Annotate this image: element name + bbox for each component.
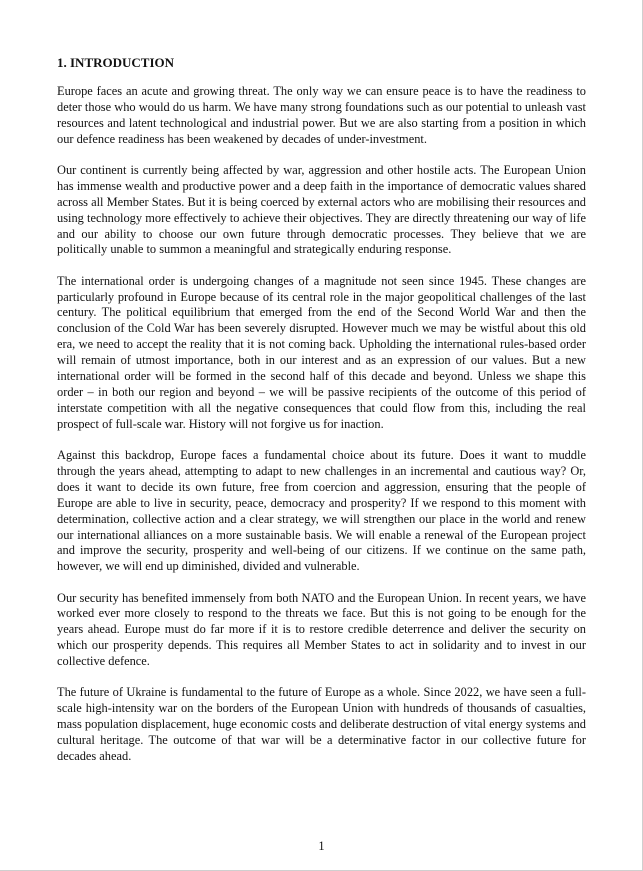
paragraph-4: Against this backdrop, Europe faces a fundamental choice about its future. Does it want to muddle through the years ahead, attempting to adapt to new challenges in an incremental and cautious way? Or, does it want to decide its own future, free from coercion and aggression, ensuring that the people of Europe are able to live in security, peace, democracy and prosperity? If we respond to this moment with determination, collective action and a clear strategy, we will strengthen our place in the world and renew our international alliances on a more sustainable basis. We will enable a renewal of the European project and improve the security, prosperity and well-being of our citizens. If we continue on the same path, however, we will end up diminished, divided and vulnerable. (57, 448, 586, 574)
page-content (57, 56, 586, 780)
paragraph-6: The future of Ukraine is fundamental to the future of Europe as a whole. Since 2022, we have seen a full-scale high-intensity war on the borders of the European Union with hundreds of thousands of casualties, mass population displacement, huge economic costs and deliberate destruction of vital energy systems and cultural heritage. The outcome of that war will be a determinative factor in our collective future for decades ahead. (57, 685, 586, 764)
paragraph-5: Our security has benefited immensely from both NATO and the European Union. In recent years, we have worked ever more closely to respond to the threats we face. But this is not going to be enough for the years ahead. Europe must do far more if it is to restore credible deterrence and deliver the security on which our prosperity depends. This requires all Member States to act in solidarity and to invest in our collective defence. (57, 590, 586, 669)
page-number: 1 (318, 839, 325, 853)
section-heading: 1. INTRODUCTION (57, 55, 175, 70)
paragraph-1: Europe faces an acute and growing threat. The only way we can ensure peace is to have the readiness to deter those who would do us harm. We have many strong foundations such as our potential to unleash vast resources and latent technological and industrial power. But we are also starting from a position in which our defence readiness has been weakened by decades of under-investment. (57, 84, 586, 146)
paragraph-3: The international order is undergoing changes of a magnitude not seen since 1945. These changes are particularly profound in Europe because of its central role in the major geopolitical challenges of the last century. The political equilibrium that emerged from the end of the Second World War and then the conclusion of the Cold War has been severely disrupted. However much we may be wistful about this old era, we need to accept the reality that it is not coming back. Upholding the international rules-based order will remain of utmost importance, both in our interest and as an expression of our values. But a new international order will be formed in the second half of this decade and beyond. Unless we shape this order – in both our region and beyond – we will be passive recipients of the outcome of this period of interstate competition with all the negative consequences that could flow from this, including the real prospect of full-scale war. History will not forgive us for inaction. (57, 273, 586, 431)
paragraph-2: Our continent is currently being affected by war, aggression and other hostile acts. The European Union has immense wealth and productive power and a deep faith in the importance of democratic values shared across all Member States. But it is being coerced by external actors who are mobilising their resources and using technology more effectively to achieve their objectives. They are directly threatening our way of life and our ability to choose our own future through democratic processes. They believe that we are politically unable to summon a meaningful and strategically enduring response. (57, 162, 586, 257)
